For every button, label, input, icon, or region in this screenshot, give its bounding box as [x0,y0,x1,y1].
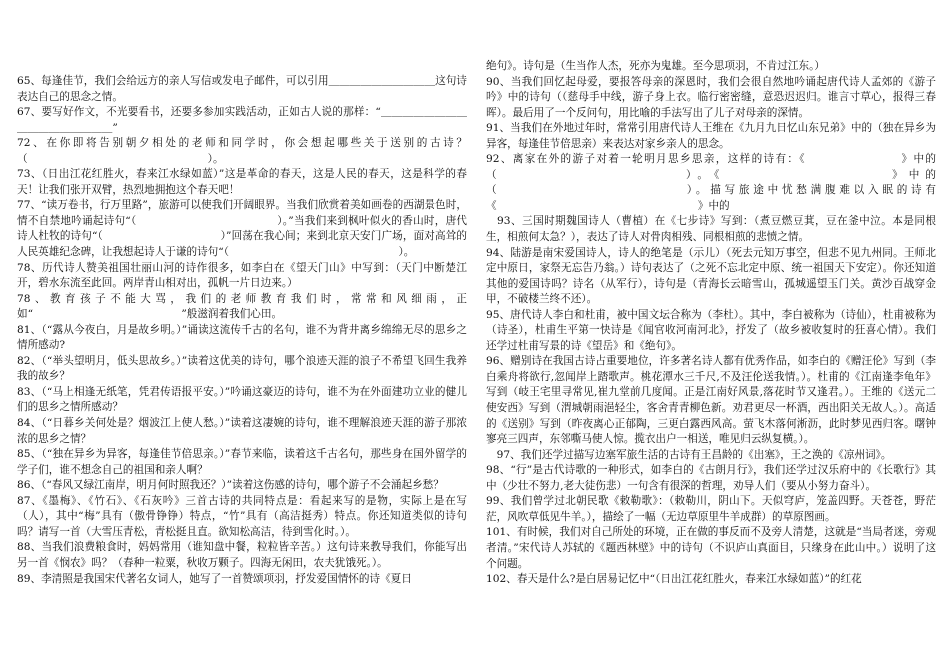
left-column [17,74,467,670]
question-item: 65、每逢佳节，我们会给远方的亲人写信或发电子邮件，可以引用＿＿＿＿＿＿＿＿＿＿这句诗表达自己的思念之情。 [17,75,467,103]
question-item: 77、“读万卷书，行万里路”，旅游可以使我们开阔眼界。当我们欣赏着美如画卷的西湖景色时，情不自禁地吟诵起诗句“（ ）。”当我们来到枫叶似火的香山时，唐代诗人杜牧的诗句“（ ）”回荡在我心间；来到北京天安门广场，面对高耸的人民英雄纪念碑，让我想起诗人于谦的诗句“（ ）。 [17,199,467,259]
question-item: 90、当我们回忆起母爱，要报答母亲的深恩时，我们会很自然地吟诵起唐代诗人孟郊的《游子吟》中的诗句（（慈母手中线，游子身上衣。临行密密缝，意恐迟迟归。谁言寸草心，报得三春晖）。最后用了一个反问句，用比喻的手法写出了儿子对母亲的深情。 [486,75,936,119]
question-item: 97、我们还学过描写边塞军旅生活的古诗有王昌龄的《出塞》，王之涣的《凉州词》。 [486,448,892,461]
question-item: 83、（“马上相逢无纸笔，凭君传语报平安。）”吟诵这豪迈的诗句，谁不为在外面建功立业的健儿们的思乡之情所感动？ [17,385,467,414]
question-item: 绝句》。诗句是（生当作人杰，死亦为鬼雄。至今思项羽，不肯过江东。） [486,60,825,72]
right-column [486,59,936,670]
question-item: 94、陆游是南宋爱国诗人，诗人的绝笔是（示儿）（死去元知万事空，但悲不见九州同。王师北定中原日，家祭无忘告乃翁。）诗句表达了（之死不忘北定中原、统一祖国天下安定）。你还知道其他的爱国诗吗？诗名（从军行），诗句是（青海长云暗雪山，孤城遥望玉门关。黄沙百战穿金甲，不破楼兰终不还）。 [486,246,936,306]
question-item: 96、赠别诗在我国古诗占重要地位，许多著名诗人都有优秀作品，如李白的《赠汪伦》写到（李白乘舟将欲行,忽闻岸上踏歌声。桃花潭水三千尺,不及汪伦送我情。）。杜甫的《江南逢李龟年》写到（岐王宅里寻常见,崔九堂前几度闻。正是江南好风景,落花时节又逢君。）。王维的《送元二使安西》写到（渭城朝雨浥轻尘，客舍青青柳色新。劝君更尽一杯酒，西出阳关无故人。）。高适的《送别》写到（昨夜离心正郁陶，三更白露西风高。萤飞木落何淅沥，此时梦见西归客。曙钟寥亮三四声，东邻嘶马使人惊。揽衣出户一相送，唯见归云纵复横。）。 [486,355,936,446]
question-item: 102、春天是什么?是白居易记忆中“（日出江花红胜火，春来江水绿如蓝）”的红花 [486,573,862,586]
question-item: 92、离家在外的游子对着一轮明月思乡思亲，这样的诗有：《 》中的（ ）。《 》中的（ ）。描写旅途中忧愁满腹难以入眠的诗有《 》中的 [486,153,936,212]
question-item: 99、我们曾学过北朝民歌《敕勒歌》：（敕勒川，阴山下。天似穹庐，笼盖四野。天苍苍，野茫茫，风吹草低见牛羊。），描绘了一幅（无边草原里牛羊成群）的草原图画。 [486,495,936,523]
question-item: 89、李清照是我国宋代著名女词人，她写了一首赞颂项羽，抒发爱国情怀的诗《夏日 [17,572,412,585]
question-item: 67、要写好作文，不光要看书，还要多参加实践活动，正如古人说的那样：“＿＿＿＿＿＿＿＿＿＿＿＿＿＿＿＿＿” [17,106,467,134]
question-item: 78、历代诗人赞美祖国壮丽山河的诗作很多，如李白在《望天门山》中写到：（天门中断楚江开，碧水东流至此回。两岸青山相对出，孤帆一片日边来。） [17,261,467,290]
question-item: 78、教育孩子不能大骂，我们的老师教育我们时，常常和风细雨，正如“ ”般滋润着我们心田。 [17,292,467,321]
question-item: 93、三国时期魏国诗人（曹植）在《七步诗》写到：（煮豆燃豆萁，豆在釜中泣。本是同根生，相煎何太急？），表达了诗人对骨肉相残、同根相煎的悲愤之情。 [486,215,936,244]
question-item: 73、（日出江花红胜火，春来江水绿如蓝）”这是革命的春天，这是人民的春天，这是科学的春天！让我们张开双臂，热烈地拥抱这个春天吧！ [17,168,467,196]
question-item: 86、（“春风又绿江南岸，明月何时照我还？）”读着这伤感的诗句，哪个游子不会涌起乡愁？ [17,479,444,492]
question-item: 91、当我们在外地过年时，常常引用唐代诗人王维在《九月九日忆山东兄弟》中的（独在异乡为异客，每逢佳节倍思亲）来表达对家乡亲人的思念。 [486,122,936,150]
question-item: 82、（“举头望明月，低头思故乡。）”读着这优美的诗句，哪个浪迹天涯的浪子不希望飞回生我养我的故乡？ [17,354,467,383]
question-item: 84、（“日暮乡关何处是？烟波江上使人愁。）”读着这凄婉的诗句，谁不理解浪迹天涯的游子那浓浓的思乡之情？ [17,417,467,445]
question-item: 88、当我们浪费粮食时，妈妈常用（谁知盘中餐，粒粒皆辛苦。）这句诗来教导我们，你能写出另一首《悯农》吗？（春种一粒粟，秋收万颗子。四海无闲田，农夫犹饿死。）。 [17,541,467,569]
question-item: 81、（“露从今夜白，月是故乡明。）”诵读这流传千古的名句，谁不为背井离乡绵绵无尽的思乡之情所感动? [17,323,467,352]
question-item: 87、《墨梅》、《竹石》、《石灰吟》三首古诗的共同特点是：看起来写的是物，实际上是在写（人），其中“梅”具有（傲骨铮铮）特点，“竹”具有（高洁挺秀）特点。你还知道类似的诗句吗？请写一首（大雪压青松，青松挺且直。欲知松高洁，待到雪化时。）。 [17,494,467,538]
question-item: 98、“行”是古代诗歌的一种形式，如李白的《古朗月行》，我们还学过汉乐府中的《长歌行》其中（少壮不努力,老大徒伤悲）一句含有很深的哲理，劝导人们（要从小努力奋斗）。 [486,464,936,492]
question-item: 95、唐代诗人李白和杜甫，被中国文坛合称为（李杜）。其中，李白被称为（诗仙），杜甫被称为（诗圣），杜甫生平第一快诗是《闻官收河南河北》，抒发了（故乡被收复时的狂喜心情）。我们还学过杜甫写景的诗《望岳》和《绝句》。 [486,308,936,352]
question-item: 101、有时候，我们对自己所处的环境，正在做的事反而不及旁人清楚，这就是“当局者迷，旁观者清。”宋代诗人苏轼的《题西林壁》中的诗句（不识庐山真面目，只缘身在此山中。）说明了这个问题。 [486,526,936,570]
question-item: 72、在你即将告别朝夕相处的老师和同学时，你会想起哪些关于送别的古诗？（ ）。 [17,137,467,165]
question-item: 85、（“独在异乡为异客，每逢佳节倍思亲。）”春节来临，读着这千古名句，那些身在国外留学的学子们，谁不想念自己的祖国和亲人啊？ [17,448,467,476]
